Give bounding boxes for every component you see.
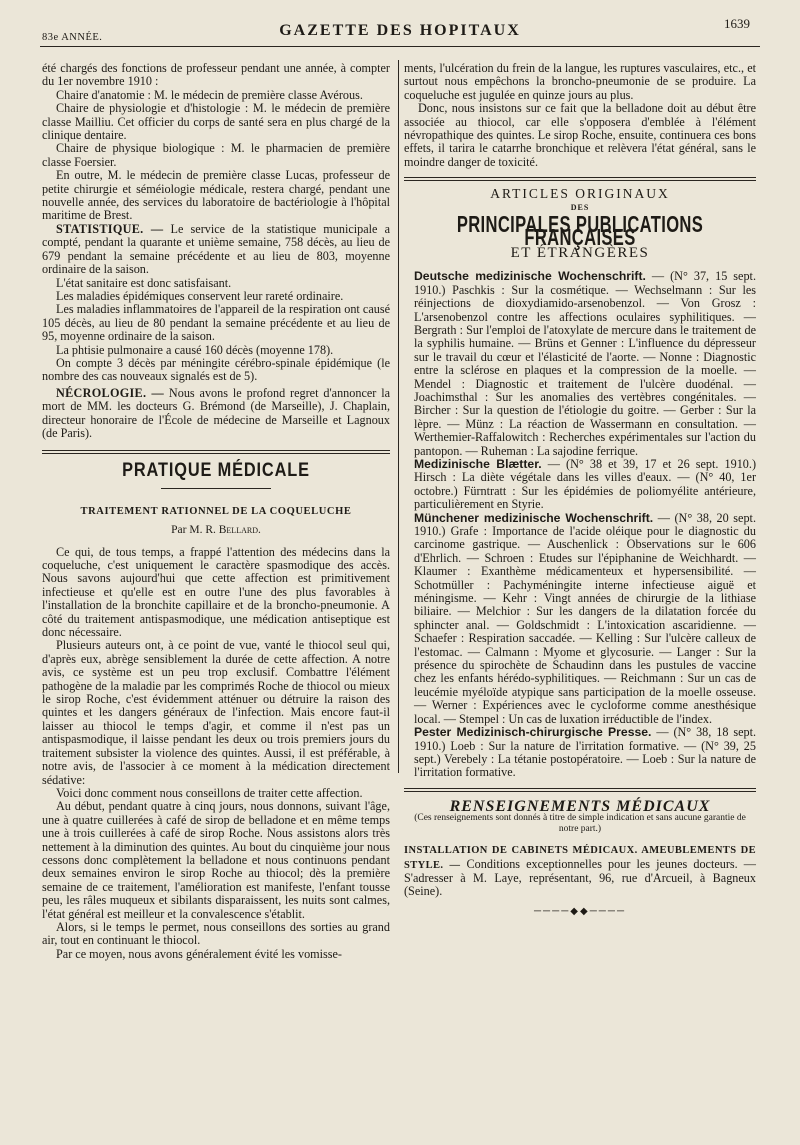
article-paragraph: Au début, pendant quatre à cinq jours, nous donnons, suivant l'âge, une à quatre cuillerées à café de sirop de belladone et en même temps une à trois cuillerées à café de sirop Roche. Nous assistons alors très nettement à la diminution des quintes. Au bout du cinquième jour nous cessons donc complètement la belladone et nous continuons pendant deux semaines environ le sirop Roche au thiocol; dès la première semaine de ce traitement, l'amélioration est manifeste, l'enfant tousse peu, les râles muqueux et sibilants disparaissent, les nuits sont calmes, l'état général est meilleur et la convalescence s'établit.: [42, 799, 390, 921]
article-paragraph: Voici donc comment nous conseillons de traiter cette affection.: [56, 785, 363, 800]
page-number: 1639: [724, 16, 750, 31]
section-rule: [404, 177, 756, 181]
ornament-divider: ────◆◆────: [533, 905, 627, 917]
necrologie-paragraph: [42, 387, 390, 441]
statistique-text: Le service de la statistique municipale a compté, pendant la quarante et unième semaine, 758 décès, au lieu de 679 pendant la semaine précédente et au lieu de 803, moyenne ordinaire de la saison.: [42, 221, 390, 277]
short-rule: [161, 488, 271, 489]
article-paragraph: Par ce moyen, nous avons généralement évité les vomisse-: [56, 946, 342, 961]
articles-label: ARTICLES ORIGINAUX: [490, 186, 670, 202]
paragraph: En outre, M. le médecin de première classe Lucas, professeur de petite chirurgie et séméiologie médicale, restera chargé, pendant une nouvelle année, des services du laboratoire de bactériologie à l'hôpital maritime de Brest.: [42, 168, 390, 223]
paragraph: L'état sanitaire est donc satisfaisant.: [56, 275, 232, 290]
section-rule: [404, 788, 756, 792]
necrologie-label: NÉCROLOGIE. —: [56, 385, 165, 400]
journal-text: — (N° 38, 20 sept. 1910.) Grafe : Importance de l'acide oléique pour le diagnostic du carcinome gastrique. — Auschenlick : Observations sur le 606 d'Ehrlich. — Schroen : Etudes sur l'épiphanine de Weichhardt. — Klaumer : Exanthème médicamenteux et hypersensibilité. — Schotmüller : Pachyméningite interne infectieuse aiguë et méningisme. — Kehr : Vingt années de chirurgie de la lithiase biliaire. — Melchior : Sur les dangers de la dilatation forcée du sphincter anal. — Goldschmidt : L'intoxication ascaridienne. — Schaefer : Respiration saccadée. — Kelling : Sur l'ulcère calleux de l'estomac. — Calmann : Myome et glycosurie. — Langer : Sur la présence du spirochète de Schaudinn dans les pustules de vaccine chez les enfants hérédo-syphilitiques. — Reichmann : Sur un cas de leucémie myéloïde atypique sans participation de la moelle osseuse. — Werner : Expériences avec le cycloforme comme anesthésique local. — Stempel : Un cas de luxation irréductible de l'index.: [414, 510, 756, 726]
left-column: [42, 62, 390, 961]
paragraph: été chargés des fonctions de professeur pendant une année, à compter du 1er novembre 1910 :: [42, 61, 390, 89]
article-title: TRAITEMENT RATIONNEL DE LA COQUELUCHE: [80, 505, 352, 517]
paragraph: Donc, nous insistons sur ce fait que la belladone doit au début être associée au thiocol, car elle s'opposera d'emblée à l'élément névropathique des quintes. Le sirop Roche, ensuite, continuera ces bons effets, il tarira le catarrhe bronchique et relèvera l'état général, sans le moindre danger de toxicité.: [404, 101, 756, 169]
year-label: 83e ANNÉE.: [42, 32, 103, 43]
renseignements-entry: [404, 843, 756, 899]
journal-name: Deutsche medizinische Wochenschrift.: [414, 269, 646, 284]
byline-author: Bellard.: [218, 524, 261, 537]
journal-name: Münchener medizinische Wochenschrift.: [414, 510, 654, 525]
byline-prefix: Par M. R.: [171, 524, 216, 537]
header-rule: [40, 46, 760, 47]
paragraph: Chaire de physique biologique : M. le pharmacien de première classe Foersier.: [42, 141, 390, 169]
paragraph: Les maladies épidémiques conservent leur rareté ordinaire.: [56, 288, 344, 303]
section-title: PRATIQUE MÉDICALE: [122, 460, 310, 482]
articles-main-title: PRINCIPALES PUBLICATIONS FRANÇAISES: [456, 211, 704, 251]
articles-subtitle: ET ÉTRANGÈRES: [510, 244, 650, 261]
paragraph: La phtisie pulmonaire a causé 160 décès (moyenne 178).: [56, 342, 334, 357]
article-byline: [42, 524, 390, 537]
column-divider: [398, 60, 399, 773]
paragraph: Chaire de physiologie et d'histologie : M. le médecin de première classe Mailliu. Cet officier du corps de santé sera en plus chargé de la clinique dentaire.: [42, 101, 390, 143]
journal-text: — (N° 37, 15 sept. 1910.) Paschkis : Sur la cosmétique. — Wechselmann : Sur les réinjections de dioxydiamido-arsenobenzol. — Von Grosz : L'arsenobenzol contre les affections oculaires syphilitiques. — Bergrath : Sur l'emploi de l'atoxylate de mercure dans le traitement de la syphilis humaine. — Brüns et Genner : L'influence du dépresseur sur le travail du cœur et l'élasticité de l'aorte. — Nonne : Diagnostic entre la sclérose en plaques et la compression de la moelle. — Mendel : Diagnostic et traitement de l'ulcère duodénal. — Joachimsthal : Sur les anomalies des vertèbres congénitales. — Bircher : Sur la question de l'étiologie du goitre. — Gerber : Sur la lèpre. — Münz : La réaction de Wassermann en consultation. — Werthemier-Raffalowitch : Recherches expérimentales sur l'action du pantopon. — Ruheman : La sajodine ferrique.: [414, 269, 756, 458]
journal-text: — (N° 38, 18 sept. 1910.) Loeb : Sur la nature de l'irritation formative. — (N° 39, 25 sept.) Verebely : La tétanie postopératoire. — Loeb : Sur la nature de l'irritation formative.: [414, 725, 757, 780]
journal-text: — (N° 38 et 39, 17 et 26 sept. 1910.) Hirsch : La diète végétale dans les villes d'eaux. — (N° 40, 1er octobre.) Fürntratt : Sur les épidémies de poliomyélite antérieure, particulièrement en Styrie.: [414, 456, 756, 512]
article-paragraph: Ce qui, de tous temps, a frappé l'attention des médecins dans la coqueluche, c'est uniquement le caractère spasmodique des accès. Nous savons aujourd'hui que cette affection est primitivement infectieuse et qu'elle est en outre l'une des plus favorables à l'installation de la bronchite capillaire et de la broncho-pneumonie. A côté du traitement antispasmodique, une médication antiseptique est donc nécessaire.: [42, 544, 390, 640]
renseignements-text: Conditions exceptionnelles pour les jeunes docteurs. — S'adresser à M. Laye, représentant, 96, rue d'Arcueil, à Bagneux (Seine).: [404, 856, 756, 899]
necrologie-text: Nous avons le profond regret d'annoncer la mort de MM. les docteurs G. Brémond (de Marseille), J. Chaplain, directeur honoraire de l'École de médecine de Marseille et Lagnoux (de Paris).: [42, 385, 391, 440]
section-rule: [42, 450, 390, 454]
journal-entry: [404, 512, 756, 727]
journal-entry: [404, 270, 756, 458]
paragraph: On compte 3 décès par méningite cérébro-spinale épidémique (le nombre des cas nouveaux signalés est de 5).: [42, 355, 390, 384]
articles-des: DES: [570, 202, 590, 212]
article-paragraph: Alors, si le temps le permet, nous conseillons des sorties au grand air, tout en continuant le thiocol.: [42, 919, 390, 948]
renseignements-label: INSTALLATION DE CABINETS MÉDICAUX. AMEUBLEMENTS DE STYLE. —: [404, 845, 756, 871]
paragraph: Chaire d'anatomie : M. le médecin de première classe Avérous.: [56, 87, 363, 102]
paragraph: Les maladies inflammatoires de l'appareil de la respiration ont causé 105 décès, au lieu de 80 pendant la semaine précédente et au lieu de 95, moyenne ordinaire de la saison.: [42, 302, 390, 344]
journal-entry: [404, 726, 756, 780]
journal-entry: [404, 458, 756, 512]
journal-name: Medizinische Blætter.: [414, 456, 542, 471]
article-paragraph: Plusieurs auteurs ont, à ce point de vue, vanté le thiocol seul qui, d'après eux, abrège sensiblement la durée de cette affection. A notre avis, ce système est un peu trop exclusif. Combattre l'élément pathogène de la maladie par les comprimés Roche de thiocol ou mieux le sirop Roche, c'est évidemment atténuer ou détruire la raison des quintes et les dangers généraux de l'infection. Mais encore faut-il laisser au thiocol le temps d'agir, et comme il n'est pas un antispasmodique, il laisse pendant les deux ou trois premiers jours du traitement subsister la violence des quintes. Aussi, il est préférable, à notre avis, de l'associer à ce moment à la médication directement sédative:: [42, 638, 390, 787]
journal-title: GAZETTE DES HOPITAUX: [279, 22, 521, 39]
paragraph: ments, l'ulcération du frein de la langue, les ruptures vasculaires, etc., et surtout nous empêchons la broncho-pneumonie de se produire. La coqueluche est jugulée en quinze jours au plus.: [404, 61, 756, 102]
renseignements-title: RENSEIGNEMENTS MÉDICAUX: [449, 797, 711, 815]
right-column: [404, 62, 756, 918]
journal-name: Pester Medizinisch-chirurgische Presse.: [414, 725, 652, 740]
statistique-paragraph: [42, 223, 390, 277]
statistique-label: STATISTIQUE. —: [56, 221, 164, 236]
renseignements-note: (Ces renseignements sont donnés à titre de simple indication et sans aucune garantie de notre part.): [414, 813, 746, 835]
